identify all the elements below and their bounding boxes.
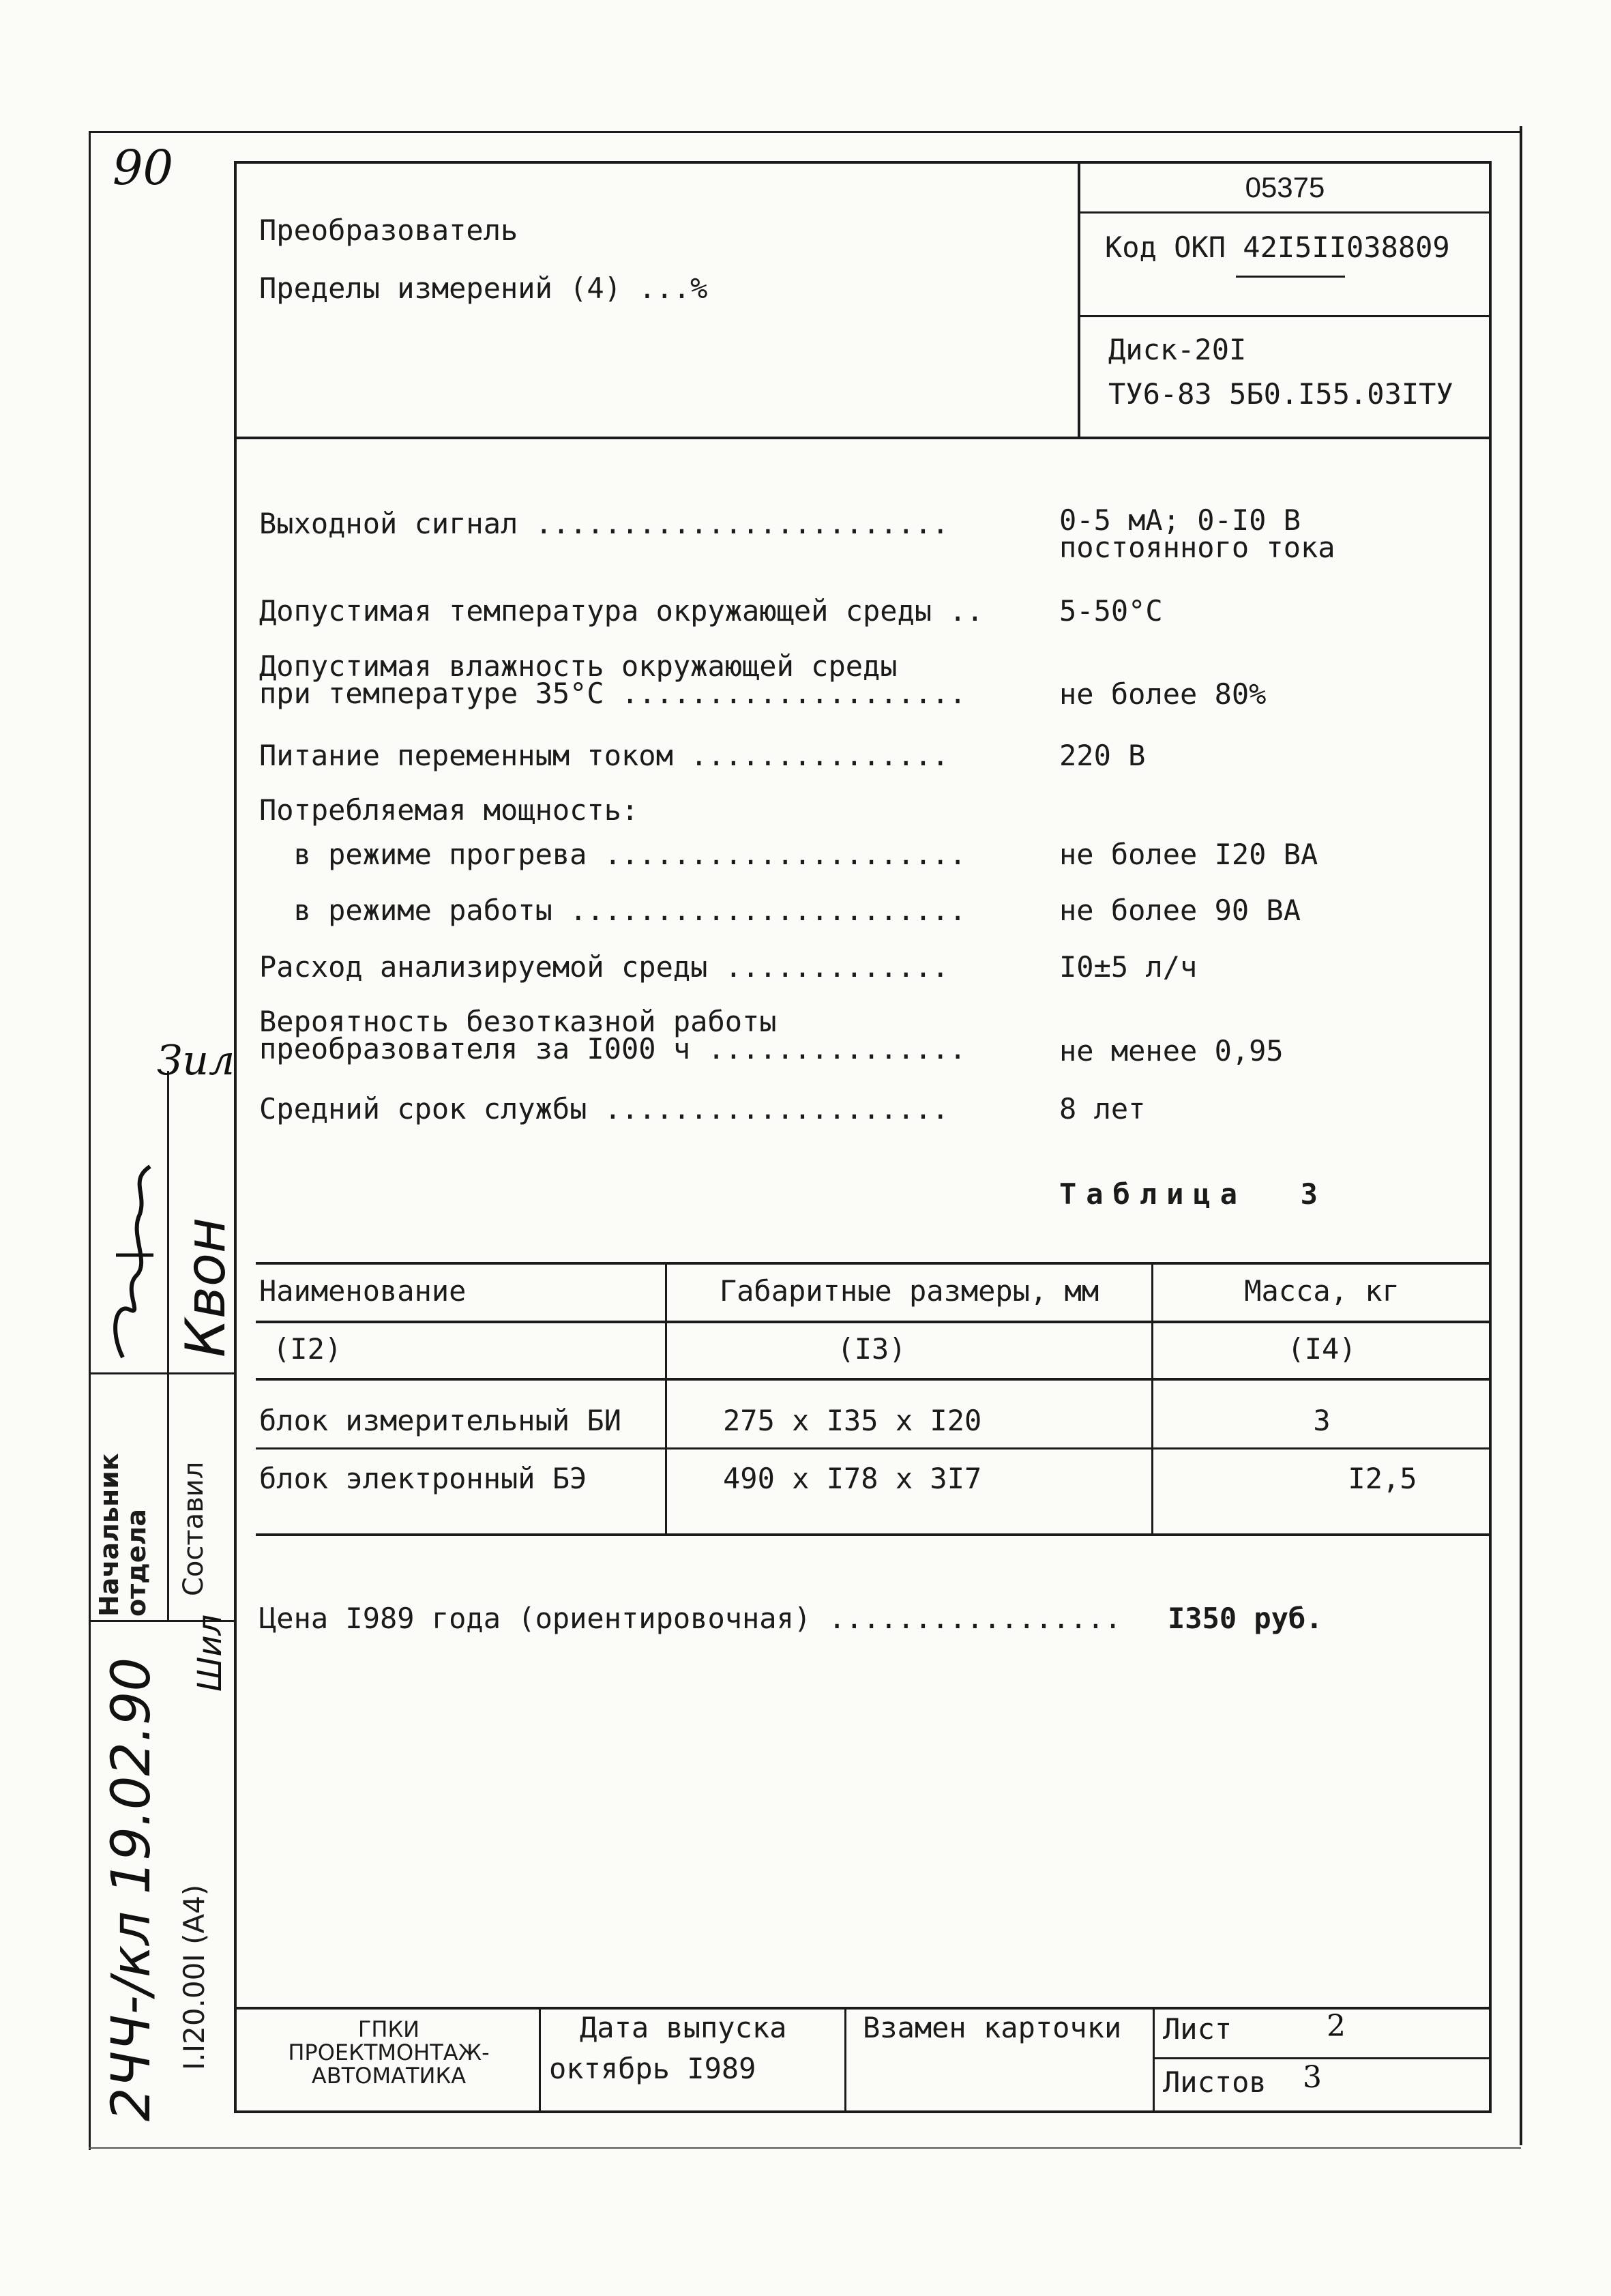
table-header-mass: Масса, кг: [1244, 1274, 1400, 1308]
spec-label-service-life: Средний срок службы ....................: [259, 1092, 949, 1125]
spec-value-temperature: 5-50°С: [1059, 594, 1163, 628]
spec-label-temperature: Допустимая температура окружающей среды ..: [259, 594, 984, 628]
product-name: Преобразователь: [259, 214, 518, 247]
spec-value-output: 0-5 мА; 0-I0 В постоянного тока: [1059, 503, 1335, 564]
handwritten-registration-number: 2ЧЧ-/кл 19.02.90: [101, 1657, 162, 2121]
table-line-row1: [256, 1447, 1490, 1449]
main-frame-left: [234, 161, 237, 2113]
table-code-name: (I2): [273, 1332, 342, 1366]
model-name: Диск-20I: [1108, 333, 1247, 366]
spec-label-operation: в режиме работы .......................: [259, 894, 966, 927]
outer-frame-right: [1520, 126, 1522, 2145]
sidebar-head-label: Начальник отдела: [94, 1453, 151, 1617]
table-row2-name: блок электронный БЭ: [259, 1462, 587, 1495]
head-signature: Зил: [157, 1037, 235, 1085]
footer-issue-label: Дата выпуска: [580, 2011, 787, 2044]
table-line-top: [256, 1262, 1490, 1265]
footer-replaces: Взамен карточки: [863, 2011, 1122, 2044]
sidebar-form-code: I.I20.00I (А4): [177, 1884, 211, 2070]
table-code-dimensions: (I3): [837, 1332, 906, 1366]
table-caption: Таблица 3: [1059, 1177, 1327, 1211]
footer-line-top: [237, 2007, 1490, 2010]
spec-label-warmup: в режиме прогрева .....................: [259, 838, 966, 871]
outer-frame-bottom: [89, 2147, 1521, 2149]
spec-value-reliability: не менее 0,95: [1059, 1034, 1284, 1068]
main-frame-right: [1489, 161, 1492, 2113]
sidebar-divider-upper: [91, 1372, 235, 1374]
spec-label-reliability: Вероятность безотказной работы преобразователя за I000 ч ...............: [259, 1005, 966, 1065]
footer-organization: ГПКИ ПРОЕКТМОНТАЖ- АВТОМАТИКА: [288, 2016, 490, 2089]
spec-label-power: Питание переменным током ...............: [259, 739, 949, 772]
compiled-signature: Квон: [174, 1217, 237, 1357]
sidebar-divider-vertical: [167, 1071, 169, 1620]
main-frame-top: [234, 161, 1491, 164]
header-divider-bottom: [234, 437, 1492, 439]
table-header-dimensions: Габаритные размеры, мм: [719, 1274, 1099, 1308]
footer-issue-date: октябрь I989: [549, 2052, 756, 2085]
spec-value-humidity: не более 80%: [1059, 677, 1267, 711]
okp-underline: [1236, 276, 1345, 278]
table-row1-name: блок измерительный БИ: [259, 1404, 622, 1437]
sidebar-compiled-label: Составил: [178, 1461, 209, 1596]
spec-number: ТУ6-83 5Б0.I55.03IТУ: [1108, 377, 1453, 411]
header-right-line-1: [1078, 211, 1492, 214]
spec-value-warmup: не более I20 ВА: [1059, 838, 1318, 871]
outer-frame-top: [89, 131, 1521, 133]
table-row1-mass: 3: [1313, 1404, 1331, 1437]
spec-value-operation: не более 90 ВА: [1059, 894, 1301, 927]
page-number: 90: [113, 140, 174, 196]
footer-divider-1: [539, 2007, 541, 2110]
spec-value-power: 220 В: [1059, 739, 1146, 772]
outer-frame-left: [89, 131, 91, 2150]
measurement-range: Пределы измерений (4) ...%: [259, 271, 708, 305]
spec-label-humidity: Допустимая влажность окружающей среды при температуре 35°С ....................: [259, 649, 966, 710]
table-row2-mass: I2,5: [1348, 1462, 1417, 1495]
price-value: I350 руб.: [1168, 1602, 1323, 1635]
spec-label-consumption: Потребляемая мощность:: [259, 793, 639, 827]
spec-value-service-life: 8 лет: [1059, 1092, 1146, 1125]
table-row2-dimensions: 490 х I78 х 3I7: [723, 1462, 982, 1495]
table-row1-dimensions: 275 х I35 х I20: [723, 1404, 982, 1437]
footer-sheet-label: Лист: [1163, 2012, 1232, 2046]
footer-sheet-line: [1153, 2057, 1492, 2059]
footer-sheets-label: Листов: [1163, 2065, 1267, 2099]
card-number: 05375: [1245, 171, 1325, 203]
footer-sheets-number: 3: [1303, 2060, 1322, 2095]
spec-value-flow: I0±5 л/ч: [1059, 950, 1198, 984]
table-line-codes: [256, 1378, 1490, 1381]
spec-label-flow: Расход анализируемой среды .............: [259, 950, 949, 984]
table-line-bottom: [256, 1533, 1490, 1536]
table-code-mass: (I4): [1287, 1332, 1357, 1366]
table-line-header: [256, 1321, 1490, 1323]
footer-sheet-number: 2: [1327, 2009, 1346, 2044]
date-signature: Шил: [191, 1614, 229, 1692]
main-frame-bottom: [234, 2110, 1492, 2113]
price-label: Цена I989 года (ориентировочная) .................: [259, 1602, 1122, 1635]
signature-scribble: [102, 1153, 164, 1371]
header-right-line-2: [1078, 315, 1492, 317]
footer-divider-2: [844, 2007, 846, 2110]
okp-code: Код ОКП 42I5II038809: [1105, 231, 1450, 264]
table-header-name: Наименование: [259, 1274, 467, 1308]
spec-label-output: Выходной сигнал ........................: [259, 507, 949, 540]
